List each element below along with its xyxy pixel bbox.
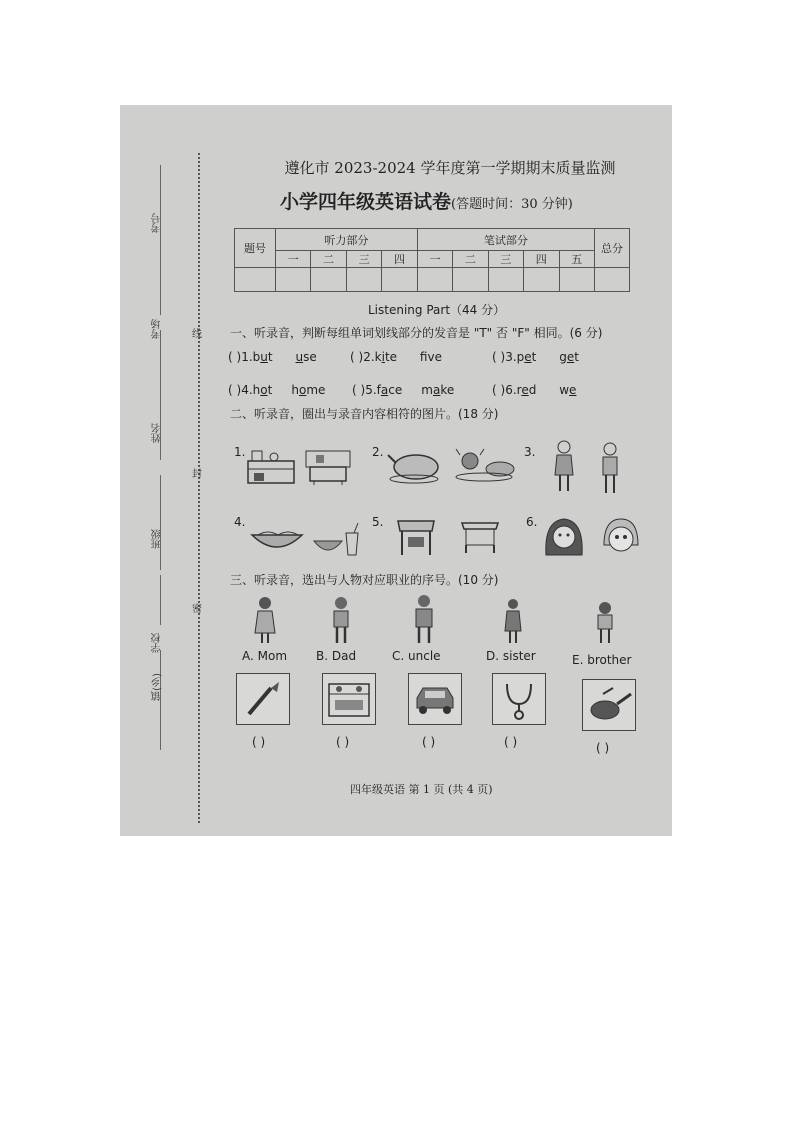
word-part: f bbox=[376, 383, 381, 397]
fill-line-exam-no bbox=[160, 165, 161, 315]
kitchen-picture[interactable] bbox=[244, 443, 298, 485]
word-underlined: e bbox=[524, 350, 532, 364]
s1-item5 bbox=[352, 383, 454, 397]
section3-instruction: 三、听录音，选出与人物对应职业的序号。(10 分) bbox=[230, 573, 499, 587]
girl-picture[interactable] bbox=[552, 439, 576, 495]
job-picture-doctor[interactable] bbox=[492, 673, 546, 725]
score-table-listening: 听力部分 bbox=[276, 229, 418, 251]
seal-char-seal: 封 bbox=[192, 469, 202, 480]
fill-line-class bbox=[160, 575, 161, 625]
person-label-dad: B. Dad bbox=[316, 649, 357, 663]
score-cell[interactable] bbox=[453, 268, 488, 292]
score-table bbox=[234, 228, 630, 292]
noodles-bowl-picture[interactable] bbox=[248, 525, 306, 559]
s1-item1 bbox=[228, 350, 317, 364]
seal-dotted-line bbox=[198, 153, 200, 823]
word-underlined: e bbox=[566, 350, 575, 364]
item-num: 6. bbox=[505, 383, 517, 397]
job-picture-chef[interactable] bbox=[582, 679, 636, 731]
s1-item4 bbox=[228, 383, 325, 397]
mom-figure bbox=[252, 595, 278, 645]
exam-title-line2 bbox=[280, 187, 573, 214]
item-num: 1. bbox=[241, 350, 253, 364]
word-underlined: o bbox=[260, 383, 268, 397]
word-part: me bbox=[306, 383, 326, 397]
stethoscope-icon bbox=[493, 674, 545, 724]
word-part: t bbox=[531, 350, 537, 364]
boy-picture[interactable] bbox=[598, 441, 622, 497]
job-picture-driver[interactable] bbox=[408, 673, 462, 725]
word-part: ve bbox=[427, 350, 442, 364]
score-col: 二 bbox=[453, 251, 488, 268]
word-part: se bbox=[303, 350, 317, 364]
chicken-picture[interactable] bbox=[386, 447, 442, 485]
sister-figure bbox=[500, 597, 526, 645]
word-underlined: u bbox=[295, 350, 304, 364]
item-num: 2. bbox=[363, 350, 375, 364]
person-label-uncle: C. uncle bbox=[392, 649, 441, 663]
stove-icon bbox=[323, 674, 375, 724]
word-part: k bbox=[374, 350, 382, 364]
score-cell[interactable] bbox=[276, 268, 311, 292]
item-num: 4. bbox=[241, 383, 253, 397]
score-cell[interactable] bbox=[235, 268, 276, 292]
word-part: h bbox=[252, 383, 261, 397]
person-label-sister: D. sister bbox=[486, 649, 536, 663]
word-part: w bbox=[559, 383, 570, 397]
exam-title-line1: 遵化市 2023-2024 学年度第一学期期末质量监测 bbox=[284, 159, 616, 177]
frying-pan-icon bbox=[583, 680, 635, 730]
score-col: 五 bbox=[559, 251, 595, 268]
field-exam-no: 考号 bbox=[152, 213, 163, 233]
score-cell[interactable] bbox=[346, 268, 381, 292]
score-table-total: 总分 bbox=[595, 229, 630, 268]
answer-paren[interactable]: ( ) bbox=[350, 350, 364, 364]
word-part: r bbox=[516, 383, 522, 397]
answer-paren-4[interactable]: ( ) bbox=[504, 735, 518, 749]
word-underlined: a bbox=[433, 383, 441, 397]
score-cell[interactable] bbox=[382, 268, 417, 292]
field-class: 班级 bbox=[152, 529, 163, 549]
job-picture-cook[interactable] bbox=[322, 673, 376, 725]
field-school: 学校 bbox=[152, 633, 163, 653]
score-cell[interactable] bbox=[559, 268, 595, 292]
person-label-mom: A. Mom bbox=[242, 649, 288, 663]
answer-paren[interactable]: ( ) bbox=[492, 350, 506, 364]
desk-picture[interactable] bbox=[394, 513, 438, 557]
answer-paren[interactable]: ( ) bbox=[492, 383, 506, 397]
s1-item6 bbox=[492, 383, 576, 397]
field-name: 姓名 bbox=[152, 423, 163, 443]
uncle-figure bbox=[410, 593, 438, 645]
score-col: 四 bbox=[382, 251, 417, 268]
score-col: 一 bbox=[417, 251, 452, 268]
answer-paren-3[interactable]: ( ) bbox=[422, 735, 436, 749]
word-part: ke bbox=[440, 383, 455, 397]
fish-crab-picture[interactable] bbox=[454, 445, 516, 483]
exam-title-main: 小学四年级英语试卷 bbox=[280, 191, 452, 213]
word-underlined: i bbox=[381, 350, 385, 364]
table-picture[interactable] bbox=[458, 515, 502, 555]
score-cell[interactable] bbox=[595, 268, 630, 292]
field-town: 镇(乡) bbox=[152, 673, 163, 701]
dad-figure bbox=[328, 595, 354, 645]
answer-paren[interactable]: ( ) bbox=[352, 383, 366, 397]
word-part: f bbox=[419, 350, 428, 364]
s2-num-4: 4. bbox=[234, 515, 246, 529]
score-col: 二 bbox=[311, 251, 346, 268]
score-col: 三 bbox=[488, 251, 523, 268]
car-icon bbox=[409, 674, 461, 724]
word-part: t bbox=[574, 350, 579, 364]
s2-num-3: 3. bbox=[524, 445, 536, 459]
answer-paren[interactable]: ( ) bbox=[228, 383, 242, 397]
score-col: 一 bbox=[276, 251, 311, 268]
score-cell[interactable] bbox=[311, 268, 346, 292]
word-part: p bbox=[516, 350, 525, 364]
long-hair-girl-picture[interactable] bbox=[540, 515, 588, 559]
s2-num-5: 5. bbox=[372, 515, 384, 529]
word-part: g bbox=[559, 350, 567, 364]
brother-figure bbox=[592, 601, 618, 645]
score-cell[interactable] bbox=[417, 268, 452, 292]
section1-instruction: 一、听录音，判断每组单词划线部分的发音是 "T" 否 "F" 相同。(6 分) bbox=[230, 326, 603, 340]
person-label-brother: E. brother bbox=[572, 653, 632, 667]
score-cell[interactable] bbox=[524, 268, 559, 292]
s1-row1 bbox=[228, 350, 317, 364]
answer-paren[interactable]: ( ) bbox=[228, 350, 242, 364]
answer-paren-1[interactable]: ( ) bbox=[252, 735, 266, 749]
time-note: (答题时间：30 分钟) bbox=[451, 197, 573, 212]
item-num: 5. bbox=[365, 383, 377, 397]
score-cell[interactable] bbox=[488, 268, 523, 292]
word-part: te bbox=[384, 350, 398, 364]
soup-juice-picture[interactable] bbox=[310, 519, 362, 561]
item-num: 3. bbox=[505, 350, 517, 364]
s2-num-2: 2. bbox=[372, 445, 384, 459]
score-table-written: 笔试部分 bbox=[417, 229, 594, 251]
word-part: m bbox=[421, 383, 433, 397]
word-part: t bbox=[267, 350, 273, 364]
word-underlined: a bbox=[380, 383, 389, 397]
answer-paren-2[interactable]: ( ) bbox=[336, 735, 350, 749]
seal-char-line: 线 bbox=[192, 329, 202, 340]
word-part: ce bbox=[388, 383, 403, 397]
s2-num-6: 6. bbox=[526, 515, 538, 529]
listening-part-title: Listening Part（44 分） bbox=[368, 303, 506, 317]
word-underlined: e bbox=[569, 383, 577, 397]
field-exam-room: 考场 bbox=[152, 319, 163, 339]
seal-char-secret: 密 bbox=[192, 604, 202, 615]
word-part: h bbox=[291, 383, 299, 397]
exam-paper bbox=[120, 105, 672, 836]
short-hair-girl-picture[interactable] bbox=[598, 515, 644, 559]
living-room-picture[interactable] bbox=[300, 445, 356, 487]
score-col: 四 bbox=[524, 251, 559, 268]
fill-line-name bbox=[160, 475, 161, 570]
answer-paren-5[interactable]: ( ) bbox=[596, 741, 610, 755]
page-footer: 四年级英语 第 1 页 (共 4 页) bbox=[350, 783, 493, 796]
word-underlined: e bbox=[521, 383, 529, 397]
word-part: t bbox=[267, 383, 273, 397]
score-col: 三 bbox=[346, 251, 381, 268]
word-underlined: o bbox=[299, 383, 307, 397]
section2-instruction: 二、听录音，圈出与录音内容相符的图片。(18 分) bbox=[230, 407, 499, 421]
s2-num-1: 1. bbox=[234, 445, 246, 459]
s1-item3 bbox=[492, 350, 579, 364]
word-underlined: u bbox=[260, 350, 268, 364]
score-table-tihao: 题号 bbox=[235, 229, 276, 268]
word-part: d bbox=[528, 383, 537, 397]
s1-item2 bbox=[350, 350, 442, 364]
paintbrush-icon bbox=[237, 674, 289, 724]
job-picture-painter[interactable] bbox=[236, 673, 290, 725]
word-part: b bbox=[252, 350, 261, 364]
